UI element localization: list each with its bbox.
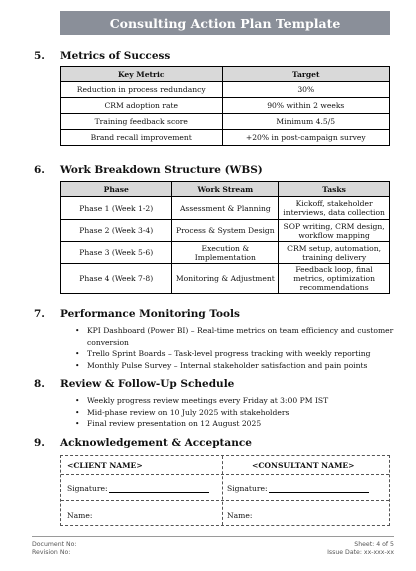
section-metrics-heading bbox=[34, 50, 170, 62]
footer-issue-date: Issue Date: xx-xxx-xx bbox=[327, 549, 394, 556]
section-title: Review & Follow-Up Schedule bbox=[60, 378, 235, 390]
cell-line: Monitoring & Adjustment bbox=[175, 274, 275, 283]
section-review-heading bbox=[34, 378, 234, 390]
cell-line: workflow mapping bbox=[298, 230, 370, 240]
list-item: • Monthly Pulse Survey – Internal stakeholder satisfaction and pain points bbox=[75, 360, 395, 372]
table-cell: Training feedback score bbox=[61, 114, 223, 130]
footer-sheet: Sheet: 4 of 5 bbox=[354, 541, 394, 548]
section-number: 9. bbox=[34, 437, 45, 449]
client-name-field[interactable] bbox=[67, 511, 92, 520]
section-number: 7. bbox=[34, 308, 45, 320]
table-cell bbox=[279, 197, 390, 220]
signature-line[interactable] bbox=[269, 485, 369, 493]
list-item: • KPI Dashboard (Power BI) – Real-time metrics on team efficiency and customer conversion bbox=[75, 325, 395, 348]
table-cell: Phase 1 (Week 1-2) bbox=[61, 197, 172, 220]
tools-list bbox=[75, 325, 395, 371]
column-header: Work Stream bbox=[172, 182, 279, 197]
table-cell bbox=[279, 220, 390, 242]
list-item: • Final review presentation on 12 August 2025 bbox=[75, 418, 395, 430]
section-number: 8. bbox=[34, 378, 45, 390]
consultant-signature-field[interactable] bbox=[227, 484, 369, 493]
section-tools-heading bbox=[34, 308, 240, 320]
cell-line: Kickoff, stakeholder bbox=[295, 199, 373, 208]
section-acknowledgement-heading bbox=[34, 437, 252, 449]
table-row bbox=[61, 114, 390, 130]
review-list bbox=[75, 395, 395, 430]
client-name-label: <CLIENT NAME> bbox=[67, 461, 143, 470]
column-header: Phase bbox=[61, 182, 172, 197]
document-title: Consulting Action Plan Template bbox=[60, 11, 390, 35]
cell-line: Implementation bbox=[194, 252, 256, 262]
consultant-name-field[interactable] bbox=[227, 511, 252, 520]
cell-line: training delivery bbox=[302, 252, 367, 262]
section-number: 6. bbox=[34, 164, 45, 176]
table-cell: Phase 2 (Week 3-4) bbox=[61, 220, 172, 242]
section-wbs-heading bbox=[34, 164, 263, 176]
table-header-row bbox=[61, 67, 390, 82]
column-header: Key Metric bbox=[61, 67, 223, 82]
cell-line: recommendations bbox=[299, 283, 369, 292]
table-cell: Phase 4 (Week 7-8) bbox=[61, 264, 172, 294]
table-cell bbox=[279, 264, 390, 294]
table-cell: 90% within 2 weeks bbox=[222, 98, 389, 114]
table-cell: Minimum 4.5/5 bbox=[222, 114, 389, 130]
cell-line: Assessment & Planning bbox=[179, 203, 271, 213]
section-title: Work Breakdown Structure (WBS) bbox=[60, 164, 263, 176]
row-divider bbox=[61, 474, 389, 475]
section-title: Metrics of Success bbox=[60, 50, 171, 62]
cell-line: Process & System Design bbox=[176, 226, 275, 235]
table-cell bbox=[172, 242, 279, 264]
table-cell bbox=[172, 197, 279, 220]
section-number: 5. bbox=[34, 50, 45, 62]
list-item: • Weekly progress review meetings every Friday at 3:00 PM IST bbox=[75, 395, 395, 407]
cell-line: metrics, optimization bbox=[293, 274, 375, 283]
signature-line[interactable] bbox=[109, 485, 209, 493]
cell-line: Execution & bbox=[201, 243, 250, 253]
signature-label: Signature: bbox=[67, 484, 108, 493]
table-row bbox=[61, 82, 390, 98]
table-cell bbox=[172, 264, 279, 294]
cell-line: CRM setup, automation, bbox=[287, 243, 382, 253]
table-row bbox=[61, 197, 390, 220]
table-row bbox=[61, 242, 390, 264]
cell-line: Feedback loop, final bbox=[295, 265, 373, 274]
signature-label: Signature: bbox=[227, 484, 268, 493]
table-row bbox=[61, 220, 390, 242]
list-item: • Trello Sprint Boards – Task-level progress tracking with weekly reporting bbox=[75, 348, 395, 360]
table-row bbox=[61, 130, 390, 146]
table-cell: Phase 3 (Week 5-6) bbox=[61, 242, 172, 264]
acceptance-signature-box bbox=[60, 455, 390, 526]
table-cell: Brand recall improvement bbox=[61, 130, 223, 146]
column-header: Target bbox=[222, 67, 389, 82]
list-item: • Mid-phase review on 10 July 2025 with stakeholders bbox=[75, 407, 395, 419]
table-cell: 30% bbox=[222, 82, 389, 98]
cell-line: interviews, data collection bbox=[283, 208, 385, 217]
table-row bbox=[61, 264, 390, 294]
consultant-name-label: <CONSULTANT NAME> bbox=[252, 461, 355, 470]
table-cell: Reduction in process redundancy bbox=[61, 82, 223, 98]
wbs-table bbox=[60, 181, 390, 294]
cell-line: SOP writing, CRM design, bbox=[283, 221, 385, 231]
footer-document-no: Document No: bbox=[32, 541, 77, 548]
table-header-row bbox=[61, 182, 390, 197]
table-row bbox=[61, 98, 390, 114]
table-cell: CRM adoption rate bbox=[61, 98, 223, 114]
table-cell bbox=[279, 242, 390, 264]
section-title: Acknowledgement & Acceptance bbox=[60, 437, 252, 449]
metrics-table bbox=[60, 66, 390, 146]
table-cell: +20% in post-campaign survey bbox=[222, 130, 389, 146]
name-label: Name: bbox=[67, 511, 93, 520]
footer-divider bbox=[32, 536, 394, 537]
column-header: Tasks bbox=[279, 182, 390, 197]
section-title: Performance Monitoring Tools bbox=[60, 308, 240, 320]
name-label: Name: bbox=[227, 511, 253, 520]
table-cell bbox=[172, 220, 279, 242]
column-divider bbox=[222, 456, 223, 525]
row-divider bbox=[61, 500, 389, 501]
client-signature-field[interactable] bbox=[67, 484, 209, 493]
footer-revision-no: Revision No: bbox=[32, 549, 71, 556]
